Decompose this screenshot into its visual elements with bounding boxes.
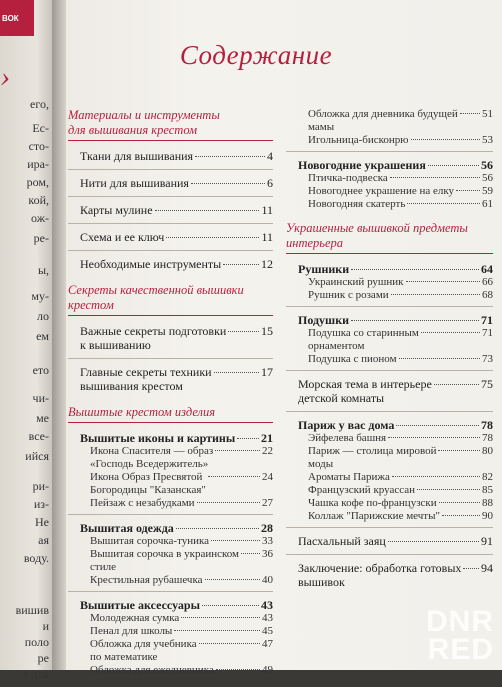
toc-entry-label: Морская тема в интерьере детской комнаты [298,377,432,405]
toc-entry-label: Рушник с розами [308,289,389,301]
toc-entry-page: 11 [261,230,273,244]
toc-entry[interactable] [308,276,493,289]
toc-entry-page: 78 [481,418,493,432]
dot-leader [205,579,260,580]
toc-entry-page: 75 [481,377,493,391]
dot-leader [411,139,480,140]
dot-leader [460,113,480,114]
toc-group [286,108,493,152]
toc-entry-page: 27 [262,497,273,509]
toc-entry-page: 91 [481,534,493,548]
toc-entry-page: 88 [482,497,493,509]
left-page-fragment: воду. [23,551,49,565]
toc-entry-page: 45 [262,625,273,637]
toc-entry-page: 21 [261,431,273,445]
toc-entry[interactable] [90,535,273,548]
dot-leader [406,281,480,282]
dot-leader [391,294,480,295]
watermark-line-1: DNR [426,605,494,638]
toc-entry[interactable] [90,625,273,638]
toc-entry[interactable] [90,612,273,625]
toc-entry-label: Схема и ее ключ [80,230,165,244]
dot-leader [390,177,480,178]
dot-leader [439,502,480,503]
dot-leader [216,669,260,670]
watermark-logo [426,605,494,666]
toc-entry-page: 64 [481,262,493,276]
toc-group [68,230,273,251]
toc-entry-label: Ароматы Парижа [308,471,390,483]
toc-entry[interactable] [90,574,273,587]
toc-entry[interactable] [308,445,493,471]
section-title: Вышитые крестом изделия [68,405,273,423]
toc-entry[interactable] [80,365,273,393]
toc-entry-label: Нити для вышивания [80,176,189,190]
toc-entry[interactable] [308,497,493,510]
left-page-fragment: ре- [33,231,49,245]
toc-entry-label: Новогоднее украшение на елку [308,185,455,197]
dot-leader [396,425,479,426]
dot-leader [197,502,260,503]
toc-entry-page: 11 [261,203,273,217]
left-page-fragment: поло [24,635,49,649]
watermark-line-2: RED [427,633,494,666]
dot-leader [442,515,480,516]
toc-entry-label: Вышитые аксессуары [80,598,200,612]
toc-entry-page: 36 [262,548,273,560]
left-page-fragment: все- [28,429,49,443]
toc-entry-label: Новогодние украшения [298,158,426,172]
left-page-fragment: ме [36,411,49,425]
toc-group [68,176,273,197]
toc-entry-page: 33 [262,535,273,547]
toc-entry[interactable] [90,497,273,510]
toc-entry-page: 68 [482,289,493,301]
dot-leader [199,643,260,644]
red-initial-fragment: › [0,60,10,93]
toc-entry-page: 51 [482,108,493,120]
toc-group [68,598,273,681]
toc-entry-label: Вышитая сорочка-туника [90,535,210,547]
toc-entry-label: Французский круассан [308,484,416,496]
toc-entry-label: Икона Спасителя — образ «Господь Вседержитель» [90,445,214,470]
toc-entry-label: Игольница-бисконрю [308,134,409,146]
toc-entry-label: Подушка с пионом [308,353,397,365]
toc-entry-label: Париж у вас дома [298,418,395,432]
left-page-fragment: ая [38,533,49,547]
toc-entry-page: 17 [261,365,273,379]
left-page-fragment: ира- [27,157,49,171]
toc-entry-page: 56 [482,172,493,184]
toc-entry[interactable] [308,289,493,302]
toc-entry[interactable] [80,598,273,612]
left-page-fragment: ре [37,651,49,665]
toc-entry[interactable] [298,262,493,276]
dot-leader [388,541,479,542]
dot-leader [191,183,265,184]
toc-entry-label: Париж — столица мировой моды [308,445,437,470]
dot-leader [215,450,260,451]
page-title: Содержание [179,40,333,70]
toc-entry-page: 85 [482,484,493,496]
toc-entry-page: 28 [261,521,273,535]
toc-entry-label: Вышитая одежда [80,521,174,535]
toc-entry[interactable] [298,313,493,327]
toc-entry-label: Новогодняя скатерть [308,198,406,210]
toc-entry-page: 73 [482,353,493,365]
toc-entry-page: 59 [482,185,493,197]
left-page-fragment: Ес- [32,121,49,135]
toc-entry[interactable] [308,471,493,484]
toc-entry[interactable] [90,664,273,677]
toc-entry-label: Важные секреты подготовки к вышиванию [80,324,227,352]
toc-entry-page: 22 [262,445,273,457]
left-page-fragment: ы, [37,263,49,277]
toc-group [68,149,273,170]
toc-entry[interactable] [308,510,493,523]
toc-entry-label: Рушники [298,262,350,276]
dot-leader [434,384,479,385]
toc-entry-page: 80 [482,445,493,457]
toc-entry[interactable] [90,445,273,471]
toc-entry-page: 40 [262,574,273,586]
toc-entry-label: Птичка-подвеска [308,172,388,184]
toc-group [68,431,273,515]
left-page-fragment: вишив [15,603,49,617]
left-page-fragment: Не [35,515,49,529]
toc-entry-label: Подушка со старинным орнаментом [308,327,419,352]
toc-entry-page: 78 [482,432,493,444]
toc-entry[interactable] [90,471,273,497]
dot-leader [421,332,480,333]
dot-leader [223,264,259,265]
toc-entry-label: Обложка для ежедневника [90,664,214,676]
toc-entry-page: 71 [481,313,493,327]
toc-entry-page: 94 [481,561,493,575]
left-page-fragment: му- [31,289,49,303]
left-page-fragment: кой, [28,193,49,207]
toc-entry[interactable] [308,432,493,445]
toc-entry[interactable] [80,203,273,217]
dot-leader [351,269,479,270]
toc-entry-label: Ткани для вышивания [80,149,194,163]
toc-entry[interactable] [80,149,273,163]
toc-entry[interactable] [308,198,493,211]
toc-group [286,418,493,528]
dot-leader [155,210,260,211]
toc-entry-label: Подушки [298,313,350,327]
toc-entry-page: 43 [262,612,273,624]
toc-group [68,324,273,359]
toc-group [68,257,273,277]
toc-entry[interactable] [308,108,493,134]
toc-entry-page: 43 [261,598,273,612]
toc-entry[interactable] [80,431,273,445]
toc-entry-page: 12 [261,257,273,271]
toc-entry-label: Необходимые инструменты [80,257,222,271]
toc-entry-label: Вышитые иконы и картины [80,431,236,445]
toc-entry-label: Эйфелева башня [308,432,387,444]
dot-leader [174,630,260,631]
book-gutter [52,0,66,670]
toc-entry-label: Молодежная сумка [90,612,180,624]
toc-entry[interactable] [298,561,493,589]
toc-group [286,561,493,595]
toc-entry[interactable] [298,418,493,432]
dot-leader [202,605,259,606]
toc-left-column [68,108,273,687]
toc-group [68,203,273,224]
toc-entry[interactable] [90,548,273,574]
toc-entry[interactable] [308,327,493,353]
toc-entry-label: Главные секреты техники вышивания крестом [80,365,212,393]
toc-group [286,534,493,555]
left-page-fragment: ож- [31,211,49,225]
dot-leader [417,489,480,490]
toc-entry-page: 61 [482,198,493,210]
dot-leader [456,190,480,191]
left-page-fragment: из- [33,497,49,511]
toc-entry-page: 82 [482,471,493,483]
toc-entry-page: 71 [482,327,493,339]
toc-entry-page: 24 [262,471,273,483]
toc-group [286,377,493,412]
left-page-fragment: ето [32,363,49,377]
section-title: Секреты качественной вышивки крестом [68,283,273,316]
toc-entry-page: 90 [482,510,493,522]
toc-entry-page: 15 [261,324,273,338]
left-page-fragment: ри- [32,479,49,493]
dot-leader [407,203,480,204]
left-page-fragment: ем [36,329,49,343]
contents-page [66,0,502,676]
left-page-fragment: сто- [28,139,49,153]
dot-leader [211,540,260,541]
toc-entry[interactable] [308,172,493,185]
toc-group [68,521,273,592]
toc-entry-label: Украинский рушник [308,276,404,288]
toc-entry[interactable] [80,257,273,271]
dot-leader [237,438,259,439]
previous-page-edge [0,0,52,681]
toc-entry-page: 53 [482,134,493,146]
toc-entry[interactable] [80,230,273,244]
toc-entry[interactable] [80,324,273,352]
toc-entry-label: Крестильная рубашечка [90,574,203,586]
dot-leader [241,553,260,554]
toc-entry-label: Обложка для дневника будущей мамы [308,108,458,133]
dot-leader [428,165,479,166]
toc-group [68,365,273,399]
toc-entry[interactable] [298,377,493,405]
toc-entry[interactable] [298,534,493,548]
toc-entry-page: 47 [262,638,273,650]
toc-group [286,313,493,371]
toc-entry[interactable] [308,185,493,198]
dot-leader [463,568,479,569]
toc-entry-page: 6 [267,176,273,190]
toc-entry-label: Коллаж "Парижские мечты" [308,510,440,522]
toc-entry[interactable] [308,353,493,366]
toc-group [286,262,493,307]
toc-entry[interactable] [308,484,493,497]
left-page-fragment: ло [37,309,49,323]
toc-entry-page: 4 [267,149,273,163]
left-page-fragment: и [42,619,49,633]
toc-entry-page: 66 [482,276,493,288]
toc-entry-label: Карты мулине [80,203,153,217]
toc-entry-label: Пасхальный заяц [298,534,386,548]
toc-entry-page: 56 [481,158,493,172]
left-page-fragment: ром, [26,175,49,189]
dot-leader [214,372,259,373]
dot-leader [388,437,480,438]
dot-leader [228,331,259,332]
chapter-tab: ВОК [0,0,34,36]
toc-entry-label: Пейзаж с незабудками [90,497,195,509]
dot-leader [208,476,260,477]
toc-entry-label: Обложка для учебника по математике [90,638,197,663]
left-page-fragment: чи- [32,391,49,405]
dot-leader [351,320,479,321]
dot-leader [399,358,480,359]
toc-entry[interactable] [80,176,273,190]
toc-entry-label: Пенал для школы [90,625,173,637]
toc-entry-label: Заключение: обработка готовых вышивок [298,561,462,589]
toc-entry[interactable] [308,134,493,147]
toc-entry[interactable] [80,521,273,535]
section-title: Материалы и инструменты для вышивания крестом [68,108,273,141]
toc-entry-label: Икона Образ Пресвятой Богородицы "Казанская" [90,471,206,496]
dot-leader [181,617,260,618]
left-page-fragment: его, [30,97,49,111]
dot-leader [166,237,259,238]
toc-entry-label: Чашка кофе по-французски [308,497,437,509]
toc-entry[interactable] [90,638,273,664]
left-page-fragment: т для [23,667,49,681]
dot-leader [176,528,259,529]
toc-entry-page: 49 [262,664,273,676]
toc-entry[interactable] [298,158,493,172]
dot-leader [195,156,265,157]
toc-group [286,158,493,215]
toc-right-column [286,108,493,601]
toc-entry-label: Вышитая сорочка в украинском стиле [90,548,240,573]
left-page-fragment: ийся [25,449,49,463]
section-title: Украшенные вышивкой предметы интерьера [286,221,493,254]
dot-leader [438,450,480,451]
dot-leader [392,476,480,477]
